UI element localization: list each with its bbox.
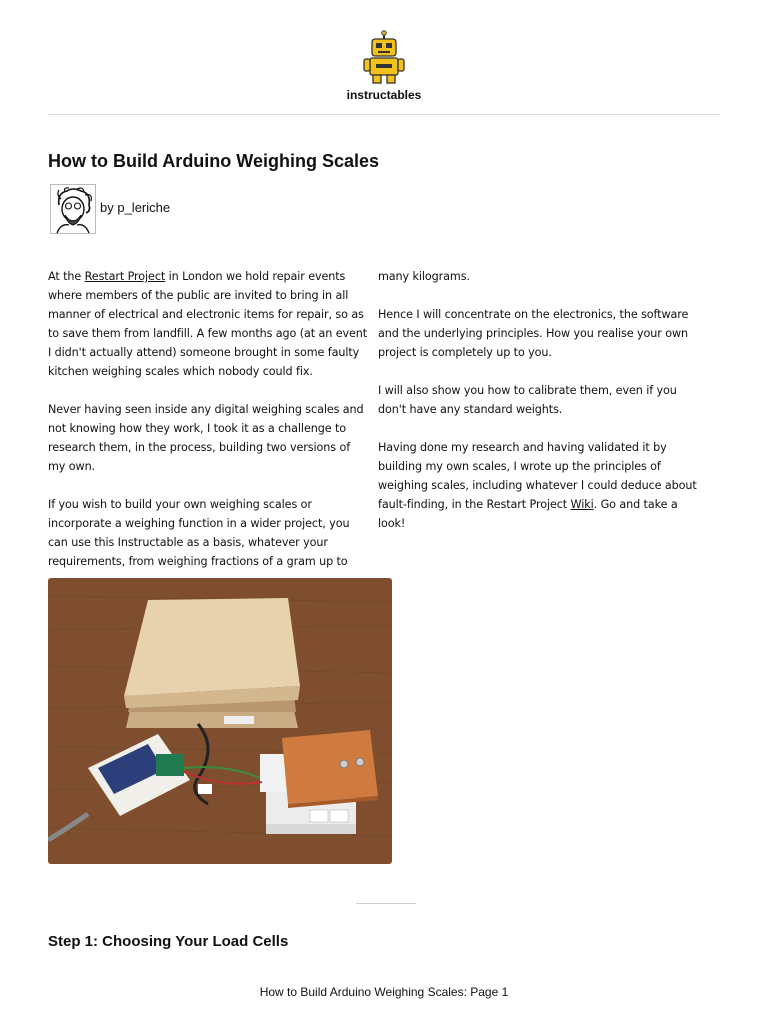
page-footer: How to Build Arduino Weighing Scales: Page 1 <box>259 985 509 999</box>
paragraph-wiki: Having done my research and having validated it by building my own scales, I wrote up the principles of weighing scales, including whatever I could deduce about fault-finding, in the Restart Project Wiki. Go and take a look! <box>378 441 697 530</box>
paragraph-research: Never having seen inside any digital weighing scales and not knowing how they work, I took it as a challenge to research them, in the process, building two versions of my own. <box>48 403 364 473</box>
restart-project-link[interactable]: Restart Project <box>84 270 166 283</box>
left-column <box>48 267 370 590</box>
weighing-scales-photo <box>48 578 392 864</box>
right-column <box>378 267 700 552</box>
paragraph-build-your-own: If you wish to build your own weighing scales or incorporate a weighing function in a wider project, you can use this Instructable as a basis, whatever your requirements, from weighing fractions of a gram up to <box>48 498 350 568</box>
site-header <box>0 30 768 102</box>
paragraph-intro: At the Restart Project in London we hold repair events where members of the public are invited to bring in all manner of electrical and electronic items for repair, so as to save them from landfill. A few months ago (at an event I didn't actually attend) someone brought in some faulty kitchen weighing scales which nobody could fix. <box>48 270 368 378</box>
paragraph-electronics-focus: Hence I will concentrate on the electronics, the software and the underlying principles. How you realise your own project is completely up to you. <box>378 308 689 359</box>
page-title: How to Build Arduino Weighing Scales <box>48 151 380 171</box>
header-divider <box>48 114 720 115</box>
paragraph-calibration: I will also show you how to calibrate them, even if you don't have any standard weights. <box>378 384 677 416</box>
step-1-heading: Step 1: Choosing Your Load Cells <box>48 933 289 950</box>
brand-name[interactable]: instructables <box>346 88 422 102</box>
instructables-robot-logo[interactable] <box>361 30 407 86</box>
author-byline[interactable]: by p_leriche <box>100 200 171 215</box>
wiki-link[interactable]: Wiki <box>570 498 594 511</box>
paragraph-build-your-own-continued: many kilograms. <box>378 270 470 283</box>
step-divider <box>356 903 416 904</box>
author-avatar[interactable] <box>50 184 96 234</box>
